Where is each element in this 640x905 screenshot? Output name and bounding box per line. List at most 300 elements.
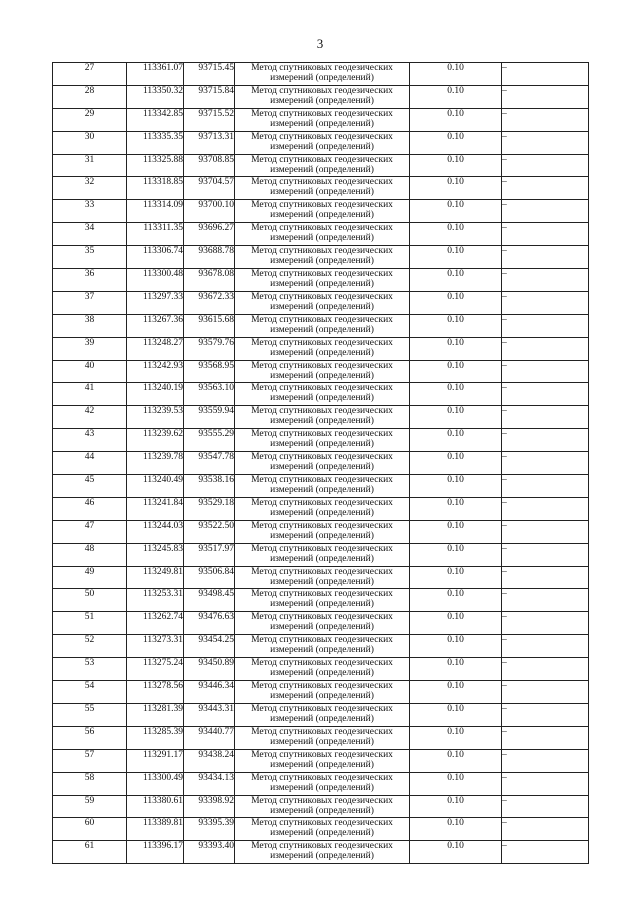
point-number-cell: 54: [53, 681, 127, 704]
description-cell: –: [502, 520, 589, 543]
method-line-1: Метод спутниковых геодезических: [251, 818, 393, 829]
accuracy-cell: 0.10: [410, 497, 502, 520]
table-row: [53, 406, 589, 429]
method-line-1: Метод спутниковых геодезических: [251, 269, 393, 280]
description-cell: –: [502, 108, 589, 131]
coordinates-table-body: [53, 63, 589, 864]
method-cell: [235, 566, 410, 589]
method-cell: [235, 131, 410, 154]
method-line-2: измерений (определений): [270, 485, 374, 496]
x-coordinate-cell: 113239.53: [127, 406, 184, 429]
accuracy-cell: 0.10: [410, 63, 502, 86]
y-coordinate-cell: 93615.68: [184, 314, 235, 337]
method-line-1: Метод спутниковых геодезических: [251, 452, 393, 463]
table-row: [53, 475, 589, 498]
accuracy-cell: 0.10: [410, 452, 502, 475]
method-line-1: Метод спутниковых геодезических: [251, 406, 393, 417]
method-line-1: Метод спутниковых геодезических: [251, 589, 393, 600]
x-coordinate-cell: 113240.49: [127, 475, 184, 498]
method-line-2: измерений (определений): [270, 599, 374, 610]
method-line-1: Метод спутниковых геодезических: [251, 223, 393, 234]
y-coordinate-cell: 93434.13: [184, 772, 235, 795]
method-line-1: Метод спутниковых геодезических: [251, 841, 393, 852]
method-cell: [235, 772, 410, 795]
method-cell: [235, 108, 410, 131]
table-row: [53, 85, 589, 108]
accuracy-cell: 0.10: [410, 360, 502, 383]
method-line-2: измерений (определений): [270, 370, 374, 381]
table-row: [53, 497, 589, 520]
table-row: [53, 108, 589, 131]
accuracy-cell: 0.10: [410, 726, 502, 749]
accuracy-cell: 0.10: [410, 177, 502, 200]
description-cell: –: [502, 291, 589, 314]
table-row: [53, 703, 589, 726]
point-number-cell: 36: [53, 269, 127, 292]
y-coordinate-cell: 93393.40: [184, 841, 235, 864]
method-cell: [235, 406, 410, 429]
point-number-cell: 55: [53, 703, 127, 726]
description-cell: –: [502, 543, 589, 566]
method-line-2: измерений (определений): [270, 782, 374, 793]
table-row: [53, 841, 589, 864]
method-line-1: Метод спутниковых геодезических: [251, 726, 393, 737]
point-number-cell: 42: [53, 406, 127, 429]
method-cell: [235, 475, 410, 498]
method-line-2: измерений (определений): [270, 507, 374, 518]
table-row: [53, 429, 589, 452]
method-line-2: измерений (определений): [270, 73, 374, 83]
y-coordinate-cell: 93563.10: [184, 383, 235, 406]
x-coordinate-cell: 113350.32: [127, 85, 184, 108]
accuracy-cell: 0.10: [410, 223, 502, 246]
method-line-2: измерений (определений): [270, 576, 374, 587]
point-number-cell: 34: [53, 223, 127, 246]
description-cell: –: [502, 429, 589, 452]
table-row: [53, 589, 589, 612]
point-number-cell: 30: [53, 131, 127, 154]
method-line-1: Метод спутниковых геодезических: [251, 543, 393, 554]
accuracy-cell: 0.10: [410, 246, 502, 269]
x-coordinate-cell: 113311.35: [127, 223, 184, 246]
table-row: [53, 63, 589, 86]
table-row: [53, 223, 589, 246]
description-cell: –: [502, 246, 589, 269]
method-cell: [235, 246, 410, 269]
method-cell: [235, 703, 410, 726]
table-row: [53, 726, 589, 749]
point-number-cell: 45: [53, 475, 127, 498]
point-number-cell: 32: [53, 177, 127, 200]
method-line-2: измерений (определений): [270, 759, 374, 770]
method-line-2: измерений (определений): [270, 347, 374, 358]
y-coordinate-cell: 93715.45: [184, 63, 235, 86]
method-line-1: Метод спутниковых геодезических: [251, 291, 393, 302]
table-row: [53, 154, 589, 177]
y-coordinate-cell: 93454.25: [184, 635, 235, 658]
method-line-2: измерений (определений): [270, 828, 374, 839]
method-line-1: Метод спутниковых геодезических: [251, 772, 393, 783]
point-number-cell: 27: [53, 63, 127, 86]
table-row: [53, 131, 589, 154]
x-coordinate-cell: 113240.19: [127, 383, 184, 406]
description-cell: –: [502, 85, 589, 108]
method-line-1: Метод спутниковых геодезических: [251, 108, 393, 119]
table-row: [53, 658, 589, 681]
method-line-2: измерений (определений): [270, 279, 374, 290]
table-row: [53, 452, 589, 475]
y-coordinate-cell: 93398.92: [184, 795, 235, 818]
description-cell: –: [502, 269, 589, 292]
point-number-cell: 43: [53, 429, 127, 452]
method-line-2: измерений (определений): [270, 256, 374, 267]
method-line-1: Метод спутниковых геодезических: [251, 314, 393, 325]
method-cell: [235, 360, 410, 383]
y-coordinate-cell: 93555.29: [184, 429, 235, 452]
method-cell: [235, 497, 410, 520]
accuracy-cell: 0.10: [410, 108, 502, 131]
x-coordinate-cell: 113297.33: [127, 291, 184, 314]
method-line-2: измерений (определений): [270, 530, 374, 541]
table-row: [53, 612, 589, 635]
method-line-2: измерений (определений): [270, 95, 374, 106]
accuracy-cell: 0.10: [410, 681, 502, 704]
method-line-1: Метод спутниковых геодезических: [251, 383, 393, 394]
method-cell: [235, 795, 410, 818]
table-row: [53, 314, 589, 337]
x-coordinate-cell: 113325.88: [127, 154, 184, 177]
description-cell: –: [502, 726, 589, 749]
method-line-1: Метод спутниковых геодезических: [251, 360, 393, 371]
accuracy-cell: 0.10: [410, 85, 502, 108]
method-line-2: измерений (определений): [270, 233, 374, 244]
y-coordinate-cell: 93446.34: [184, 681, 235, 704]
x-coordinate-cell: 113249.81: [127, 566, 184, 589]
accuracy-cell: 0.10: [410, 291, 502, 314]
description-cell: –: [502, 635, 589, 658]
x-coordinate-cell: 113253.31: [127, 589, 184, 612]
accuracy-cell: 0.10: [410, 589, 502, 612]
method-line-1: Метод спутниковых геодезических: [251, 681, 393, 692]
method-cell: [235, 429, 410, 452]
x-coordinate-cell: 113244.03: [127, 520, 184, 543]
accuracy-cell: 0.10: [410, 269, 502, 292]
accuracy-cell: 0.10: [410, 566, 502, 589]
method-cell: [235, 841, 410, 864]
y-coordinate-cell: 93678.08: [184, 269, 235, 292]
point-number-cell: 48: [53, 543, 127, 566]
description-cell: –: [502, 63, 589, 86]
method-line-2: измерений (определений): [270, 622, 374, 633]
x-coordinate-cell: 113285.39: [127, 726, 184, 749]
method-cell: [235, 63, 410, 86]
method-cell: [235, 291, 410, 314]
method-cell: [235, 154, 410, 177]
y-coordinate-cell: 93538.16: [184, 475, 235, 498]
x-coordinate-cell: 113239.62: [127, 429, 184, 452]
method-line-1: Метод спутниковых геодезических: [251, 520, 393, 531]
method-cell: [235, 818, 410, 841]
point-number-cell: 58: [53, 772, 127, 795]
y-coordinate-cell: 93559.94: [184, 406, 235, 429]
description-cell: –: [502, 818, 589, 841]
x-coordinate-cell: 113389.81: [127, 818, 184, 841]
point-number-cell: 28: [53, 85, 127, 108]
y-coordinate-cell: 93498.45: [184, 589, 235, 612]
point-number-cell: 60: [53, 818, 127, 841]
table-row: [53, 543, 589, 566]
y-coordinate-cell: 93696.27: [184, 223, 235, 246]
method-line-1: Метод спутниковых геодезических: [251, 246, 393, 257]
method-line-2: измерений (определений): [270, 141, 374, 152]
x-coordinate-cell: 113275.24: [127, 658, 184, 681]
table-row: [53, 360, 589, 383]
table-row: [53, 269, 589, 292]
description-cell: –: [502, 497, 589, 520]
table-row: [53, 772, 589, 795]
method-line-1: Метод спутниковых геодезических: [251, 635, 393, 646]
x-coordinate-cell: 113300.49: [127, 772, 184, 795]
table-row: [53, 246, 589, 269]
y-coordinate-cell: 93704.57: [184, 177, 235, 200]
point-number-cell: 41: [53, 383, 127, 406]
x-coordinate-cell: 113361.07: [127, 63, 184, 86]
point-number-cell: 39: [53, 337, 127, 360]
accuracy-cell: 0.10: [410, 475, 502, 498]
x-coordinate-cell: 113335.35: [127, 131, 184, 154]
x-coordinate-cell: 113267.36: [127, 314, 184, 337]
y-coordinate-cell: 93688.78: [184, 246, 235, 269]
point-number-cell: 61: [53, 841, 127, 864]
x-coordinate-cell: 113291.17: [127, 749, 184, 772]
description-cell: –: [502, 841, 589, 864]
method-cell: [235, 383, 410, 406]
x-coordinate-cell: 113245.83: [127, 543, 184, 566]
point-number-cell: 38: [53, 314, 127, 337]
x-coordinate-cell: 113396.17: [127, 841, 184, 864]
x-coordinate-cell: 113239.78: [127, 452, 184, 475]
description-cell: –: [502, 703, 589, 726]
method-line-1: Метод спутниковых геодезических: [251, 177, 393, 188]
method-line-2: измерений (определений): [270, 164, 374, 175]
table-row: [53, 681, 589, 704]
method-cell: [235, 658, 410, 681]
x-coordinate-cell: 113300.48: [127, 269, 184, 292]
method-line-1: Метод спутниковых геодезических: [251, 429, 393, 440]
method-line-2: измерений (определений): [270, 736, 374, 747]
method-cell: [235, 337, 410, 360]
y-coordinate-cell: 93522.50: [184, 520, 235, 543]
x-coordinate-cell: 113242.93: [127, 360, 184, 383]
description-cell: –: [502, 452, 589, 475]
method-line-1: Метод спутниковых геодезических: [251, 200, 393, 211]
table-row: [53, 566, 589, 589]
table-row: [53, 749, 589, 772]
table-row: [53, 200, 589, 223]
method-line-1: Метод спутниковых геодезических: [251, 63, 393, 73]
method-cell: [235, 177, 410, 200]
y-coordinate-cell: 93440.77: [184, 726, 235, 749]
description-cell: –: [502, 749, 589, 772]
method-line-2: измерений (определений): [270, 713, 374, 724]
accuracy-cell: 0.10: [410, 612, 502, 635]
method-line-2: измерений (определений): [270, 851, 374, 862]
accuracy-cell: 0.10: [410, 383, 502, 406]
accuracy-cell: 0.10: [410, 818, 502, 841]
table-row: [53, 635, 589, 658]
method-line-2: измерений (определений): [270, 462, 374, 473]
table-row: [53, 291, 589, 314]
table-row: [53, 795, 589, 818]
point-number-cell: 44: [53, 452, 127, 475]
method-line-1: Метод спутниковых геодезических: [251, 612, 393, 623]
method-line-2: измерений (определений): [270, 301, 374, 312]
y-coordinate-cell: 93506.84: [184, 566, 235, 589]
point-number-cell: 29: [53, 108, 127, 131]
method-line-1: Метод спутниковых геодезических: [251, 658, 393, 669]
method-line-2: измерений (определений): [270, 805, 374, 816]
method-cell: [235, 314, 410, 337]
y-coordinate-cell: 93395.39: [184, 818, 235, 841]
y-coordinate-cell: 93438.24: [184, 749, 235, 772]
x-coordinate-cell: 113273.31: [127, 635, 184, 658]
method-cell: [235, 681, 410, 704]
accuracy-cell: 0.10: [410, 841, 502, 864]
description-cell: –: [502, 475, 589, 498]
y-coordinate-cell: 93529.18: [184, 497, 235, 520]
method-line-2: измерений (определений): [270, 691, 374, 702]
method-line-1: Метод спутниковых геодезических: [251, 749, 393, 760]
description-cell: –: [502, 406, 589, 429]
point-number-cell: 56: [53, 726, 127, 749]
y-coordinate-cell: 93476.63: [184, 612, 235, 635]
table-row: [53, 337, 589, 360]
description-cell: –: [502, 658, 589, 681]
description-cell: –: [502, 131, 589, 154]
x-coordinate-cell: 113306.74: [127, 246, 184, 269]
point-number-cell: 50: [53, 589, 127, 612]
table-row: [53, 383, 589, 406]
x-coordinate-cell: 113318.85: [127, 177, 184, 200]
accuracy-cell: 0.10: [410, 429, 502, 452]
description-cell: –: [502, 772, 589, 795]
table-row: [53, 177, 589, 200]
description-cell: –: [502, 314, 589, 337]
y-coordinate-cell: 93443.31: [184, 703, 235, 726]
table-row: [53, 520, 589, 543]
y-coordinate-cell: 93713.31: [184, 131, 235, 154]
description-cell: –: [502, 566, 589, 589]
page-number: 3: [316, 36, 324, 51]
point-number-cell: 51: [53, 612, 127, 635]
description-cell: –: [502, 177, 589, 200]
point-number-cell: 52: [53, 635, 127, 658]
table-row: [53, 818, 589, 841]
method-line-2: измерений (определений): [270, 210, 374, 221]
method-line-2: измерений (определений): [270, 324, 374, 335]
method-line-1: Метод спутниковых геодезических: [251, 85, 393, 96]
x-coordinate-cell: 113314.09: [127, 200, 184, 223]
accuracy-cell: 0.10: [410, 543, 502, 566]
description-cell: –: [502, 154, 589, 177]
accuracy-cell: 0.10: [410, 749, 502, 772]
point-number-cell: 37: [53, 291, 127, 314]
method-line-1: Метод спутниковых геодезических: [251, 497, 393, 508]
y-coordinate-cell: 93579.76: [184, 337, 235, 360]
point-number-cell: 33: [53, 200, 127, 223]
description-cell: –: [502, 612, 589, 635]
method-line-1: Метод спутниковых геодезических: [251, 154, 393, 165]
accuracy-cell: 0.10: [410, 635, 502, 658]
accuracy-cell: 0.10: [410, 314, 502, 337]
method-cell: [235, 612, 410, 635]
description-cell: –: [502, 360, 589, 383]
accuracy-cell: 0.10: [410, 658, 502, 681]
description-cell: –: [502, 337, 589, 360]
description-cell: –: [502, 200, 589, 223]
method-line-2: измерений (определений): [270, 553, 374, 564]
method-cell: [235, 85, 410, 108]
method-line-2: измерений (определений): [270, 439, 374, 450]
method-line-1: Метод спутниковых геодезических: [251, 703, 393, 714]
method-cell: [235, 749, 410, 772]
y-coordinate-cell: 93517.97: [184, 543, 235, 566]
method-cell: [235, 269, 410, 292]
method-line-1: Метод спутниковых геодезических: [251, 795, 393, 806]
x-coordinate-cell: 113278.56: [127, 681, 184, 704]
point-number-cell: 59: [53, 795, 127, 818]
method-line-1: Метод спутниковых геодезических: [251, 566, 393, 577]
x-coordinate-cell: 113241.84: [127, 497, 184, 520]
method-line-2: измерений (определений): [270, 645, 374, 656]
method-line-1: Метод спутниковых геодезических: [251, 131, 393, 142]
method-line-2: измерений (определений): [270, 416, 374, 427]
x-coordinate-cell: 113248.27: [127, 337, 184, 360]
accuracy-cell: 0.10: [410, 406, 502, 429]
description-cell: –: [502, 589, 589, 612]
point-number-cell: 46: [53, 497, 127, 520]
method-line-2: измерений (определений): [270, 668, 374, 679]
x-coordinate-cell: 113281.39: [127, 703, 184, 726]
accuracy-cell: 0.10: [410, 795, 502, 818]
x-coordinate-cell: 113342.85: [127, 108, 184, 131]
point-number-cell: 40: [53, 360, 127, 383]
method-cell: [235, 452, 410, 475]
description-cell: –: [502, 681, 589, 704]
description-cell: –: [502, 223, 589, 246]
accuracy-cell: 0.10: [410, 200, 502, 223]
method-cell: [235, 589, 410, 612]
y-coordinate-cell: 93715.84: [184, 85, 235, 108]
method-cell: [235, 635, 410, 658]
point-number-cell: 47: [53, 520, 127, 543]
point-number-cell: 49: [53, 566, 127, 589]
method-line-1: Метод спутниковых геодезических: [251, 475, 393, 486]
y-coordinate-cell: 93568.95: [184, 360, 235, 383]
y-coordinate-cell: 93672.33: [184, 291, 235, 314]
y-coordinate-cell: 93708.85: [184, 154, 235, 177]
accuracy-cell: 0.10: [410, 703, 502, 726]
y-coordinate-cell: 93700.10: [184, 200, 235, 223]
y-coordinate-cell: 93715.52: [184, 108, 235, 131]
method-cell: [235, 223, 410, 246]
method-line-2: измерений (определений): [270, 187, 374, 198]
accuracy-cell: 0.10: [410, 131, 502, 154]
y-coordinate-cell: 93450.89: [184, 658, 235, 681]
method-cell: [235, 726, 410, 749]
method-cell: [235, 543, 410, 566]
point-number-cell: 35: [53, 246, 127, 269]
